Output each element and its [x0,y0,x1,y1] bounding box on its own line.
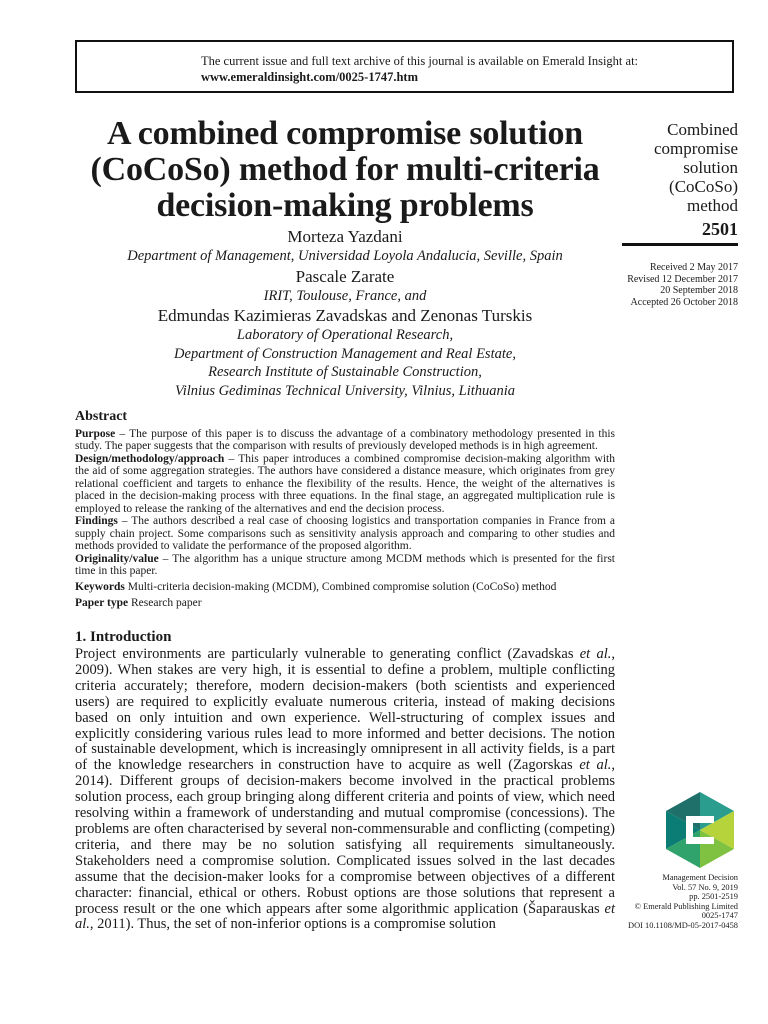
introduction-heading: 1. Introduction [75,629,172,645]
affiliation: IRIT, Toulouse, France, and [263,287,427,304]
accepted-date: Accepted 26 October 2018 [630,296,738,308]
journal-issn: 0025-1747 [701,911,738,921]
author-name: Morteza Yazdani [287,227,403,246]
affiliation-line: Laboratory of Operational Research, [236,327,454,343]
keywords-label: Keywords [75,580,125,593]
journal-availability-box [75,40,734,93]
introduction-paragraph [75,647,615,933]
revised-date: Revised 12 December 2017 [627,273,738,285]
keywords-text: Multi-criteria decision-making (MCDM), Combined compromise solution (CoCoSo) method [124,580,557,593]
intro-etal: et al. [75,900,615,933]
intro-etal: et al. [579,646,612,662]
page-number: 2501 [702,219,738,239]
author-block [75,226,615,400]
introduction-section [75,629,615,933]
intro-etal: et al. [579,757,612,774]
intro-text: , 2014). Different groups of decision-makers become involved in the practical problems solution process, each group bringing along different criteria and points of view, which need resolving within a framework of understanding and mutual compromise (concessions). The problems are often characterised by several non-commensurable and conflicting (competing) criteria, and there may be no solution satisfying all requirements simultaneously. Stakeholders need a compromise solution. Complicated issues solved in the last decades assume that the decision-maker looks for a compromise between objectives of a different character: financial, ethical or others. Robust options are those solutions that represent a process result or the one which appears after some algorithmic application (Šaparauskas [75,757,615,917]
journal-copyright: © Emerald Publishing Limited [634,901,738,911]
running-head-line: solution (CoCoSo) [669,158,738,196]
affiliation-line: Department of Construction Management and Real Estate, [174,345,516,362]
running-head-line: Combined [667,120,738,139]
paper-type-label: Paper type [75,597,129,609]
intro-text: , 2011). Thus, the set of non-inferior options is a compromise solution [89,916,496,933]
abstract-section [75,411,615,610]
design-text: – This paper introduces a combined compromise decision-making algorithm with the aid of some aggregation strategies. The authors have considered a distance measure, which originates from grey relational coefficient and targets to enhance the flexibility of the results. Hence, the weight of the alternatives is placed in the decision-making process with three equations. In the final stage, an aggregated multiplication rule is employed to release the ranking of the alternatives and end the decision process. [75,452,615,515]
abstract-purpose [75,428,615,453]
revised-date-2: 20 September 2018 [660,285,738,296]
history-dates [600,262,738,308]
journal-volume: Vol. 57 No. 9, 2019 [672,882,738,892]
running-head-line: compromise [653,139,738,158]
affiliation: Department of Management, Universidad Loyola Andalucia, Seville, Spain [127,248,563,264]
affiliation-line: Research Institute of Sustainable Construction, [208,364,482,380]
intro-text: , 2009). When stakes are very high, it is essential to define a problem, multiple conflicting criteria accurately; therefore, modern decision-makers (both scientists and experienced users) are required to explicitly evaluate numerous criteria, instead of making decisions based on only intuition and own experience. Well-structuring of complex issues and explicitly considering various rules lead to more informed and better decisions. The notion of sustainable development, which is increasingly omnipresent in all activity fields, is a part of the knowledge researchers in construction have to acquire as well (Zagorskas [75,646,615,774]
abstract-design [75,453,615,516]
journal-name: Management Decision [662,873,738,882]
originality-label: Originality/value [75,552,159,565]
emerald-logo-icon [660,790,740,870]
author-name: Pascale Zarate [295,266,395,286]
design-label: Design/methodology/approach [75,452,225,465]
abstract-findings [75,515,615,553]
margin-rule [622,243,738,246]
availability-text: The current issue and full text archive of this journal is available on Emerald Insight at: [201,54,639,68]
journal-citation [600,873,738,931]
paper-title: A combined compromise solution (CoCoSo) method for multi-criteria decision-making problems [90,115,600,224]
originality-text: – The algorithm has a unique structure among MCDM methods which is presented for the first time in this paper. [75,552,615,577]
purpose-text: – The purpose of this paper is to discuss the advantage of a combinatory methodology presented in this study. The paper suggests that the comparison with results of previously developed methods is in high agreement. [75,427,615,452]
author-name: Edmundas Kazimieras Zavadskas and Zenonas Turskis [157,306,533,325]
abstract-originality [75,553,615,578]
affiliation-line: Vilnius Gediminas Technical University, Vilnius, Lithuania [174,382,516,399]
findings-label: Findings [75,515,118,527]
running-head-line: method [687,196,738,215]
abstract-heading: Abstract [75,409,128,424]
journal-pages: pp. 2501-2519 [689,892,738,902]
findings-text: – The authors described a real case of choosing logistics and transportation companies in France from a supply chain project. Some comparisons such as sensitivity analysis approach and comparing to other studies and methods provided to validate the performance of the proposed algorithm. [75,515,615,552]
intro-text: Project environments are particularly vulnerable to generating conflict (Zavadskas [75,646,580,662]
running-head [612,120,738,215]
received-date: Received 2 May 2017 [649,262,738,273]
journal-doi[interactable]: DOI 10.1108/MD-05-2017-0458 [628,920,738,930]
purpose-label: Purpose [75,427,116,440]
abstract-paper-type [75,597,615,610]
abstract-keywords [75,581,615,594]
paper-type-text: Research paper [128,597,202,609]
journal-url-link[interactable]: www.emeraldinsight.com/0025-1747.htm [201,70,418,84]
